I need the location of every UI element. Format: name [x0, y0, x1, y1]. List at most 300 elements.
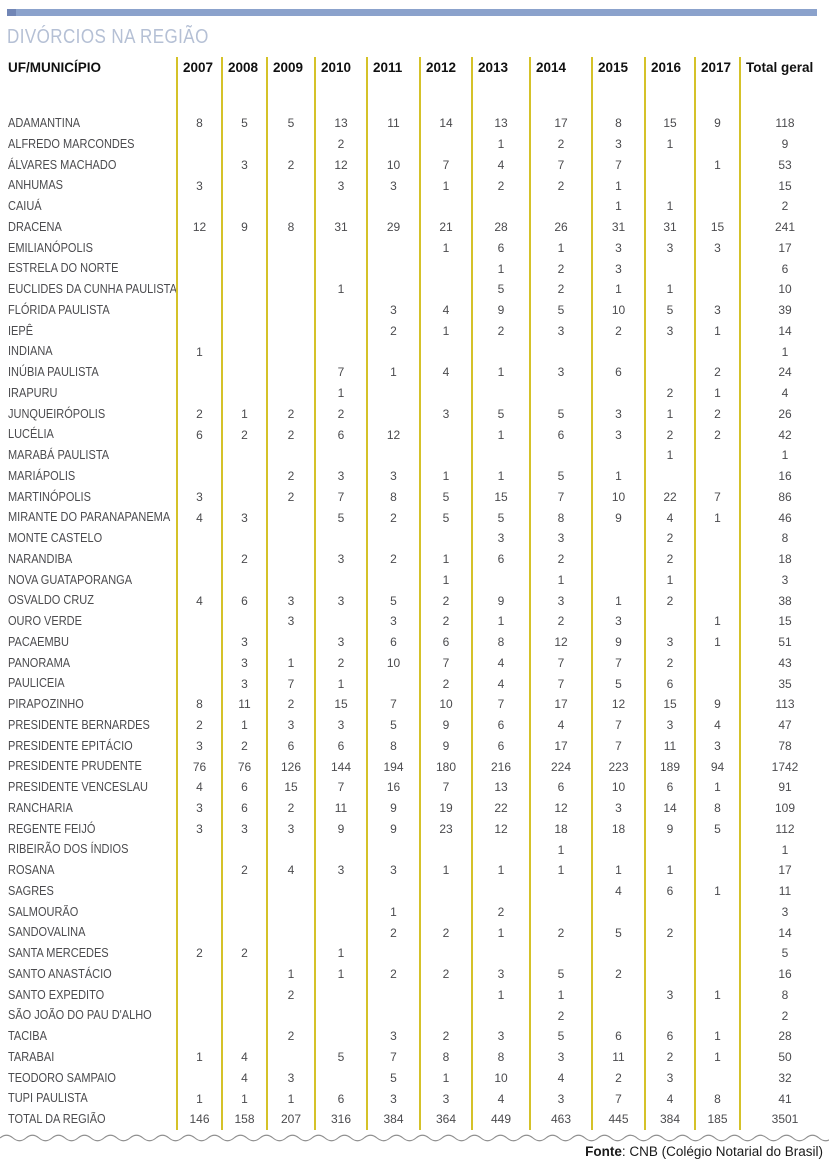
year-value-cell: 19	[420, 798, 472, 819]
year-value-cell: 1	[695, 383, 740, 404]
year-value-cell: 2	[645, 549, 695, 570]
year-value-cell	[530, 196, 592, 217]
year-value-cell: 10	[367, 653, 420, 674]
year-value-cell: 2	[645, 653, 695, 674]
year-value-cell	[315, 1026, 367, 1047]
year-value-cell	[695, 902, 740, 923]
year-value-cell: 2	[177, 404, 222, 425]
year-value-cell	[315, 238, 367, 259]
table-row	[8, 528, 829, 549]
year-value-cell	[420, 383, 472, 404]
table-row	[8, 196, 829, 217]
year-value-cell: 11	[315, 798, 367, 819]
total-value-cell: 3	[740, 570, 829, 591]
year-value-cell	[177, 922, 222, 943]
year-value-cell	[695, 1068, 740, 1089]
municipality-name: TACIBA	[8, 1029, 47, 1044]
year-value-cell	[267, 300, 315, 321]
year-value-cell: 4	[472, 1088, 530, 1109]
year-value-cell	[472, 341, 530, 362]
year-value-cell: 12	[367, 424, 420, 445]
year-value-cell: 1	[472, 424, 530, 445]
year-value-cell: 1	[472, 985, 530, 1006]
year-value-cell: 2	[472, 321, 530, 342]
year-value-cell: 4	[472, 155, 530, 176]
total-value-cell: 15	[740, 611, 829, 632]
year-value-cell	[222, 238, 267, 259]
year-value-cell: 3	[645, 715, 695, 736]
year-value-cell	[267, 902, 315, 923]
year-value-cell	[222, 570, 267, 591]
year-value-cell: 1	[315, 279, 367, 300]
year-value-cell: 26	[530, 217, 592, 238]
table-row	[8, 466, 829, 487]
year-value-cell: 76	[177, 756, 222, 777]
year-value-cell: 2	[222, 860, 267, 881]
year-value-cell: 6	[315, 1088, 367, 1109]
year-value-cell	[267, 570, 315, 591]
year-column-header: 2014	[530, 57, 592, 113]
year-value-cell	[222, 258, 267, 279]
year-value-cell: 2	[367, 922, 420, 943]
year-value-cell	[695, 570, 740, 591]
year-value-cell	[177, 839, 222, 860]
total-value-cell: 2	[740, 196, 829, 217]
total-value-cell: 11	[740, 881, 829, 902]
table-row	[8, 590, 829, 611]
year-value-cell: 1	[222, 715, 267, 736]
year-value-cell	[177, 134, 222, 155]
year-value-cell: 9	[420, 715, 472, 736]
year-value-cell: 1	[530, 570, 592, 591]
year-value-cell: 3	[267, 590, 315, 611]
year-value-cell	[472, 445, 530, 466]
year-value-cell: 2	[267, 404, 315, 425]
year-value-cell	[530, 902, 592, 923]
year-value-cell	[222, 196, 267, 217]
year-value-cell: 3	[420, 404, 472, 425]
year-value-cell	[177, 1026, 222, 1047]
year-value-cell: 1	[472, 922, 530, 943]
table-row	[8, 964, 829, 985]
year-value-cell	[315, 196, 367, 217]
total-value-cell: 32	[740, 1068, 829, 1089]
total-value-cell: 47	[740, 715, 829, 736]
year-value-cell: 1	[592, 590, 645, 611]
municipality-name: INÚBIA PAULISTA	[8, 365, 99, 380]
year-value-cell: 384	[367, 1109, 420, 1130]
municipality-name: PIRAPOZINHO	[8, 697, 84, 712]
table-row	[8, 756, 829, 777]
year-value-cell	[367, 258, 420, 279]
year-value-cell: 17	[530, 736, 592, 757]
year-value-cell: 1	[315, 673, 367, 694]
year-value-cell: 31	[645, 217, 695, 238]
year-value-cell: 5	[315, 1047, 367, 1068]
table-row	[8, 507, 829, 528]
year-value-cell	[367, 238, 420, 259]
year-value-cell: 4	[530, 1068, 592, 1089]
year-value-cell: 3	[177, 819, 222, 840]
source-footer	[585, 1144, 823, 1159]
year-value-cell: 2	[530, 549, 592, 570]
year-value-cell: 3	[222, 155, 267, 176]
year-value-cell	[367, 985, 420, 1006]
year-value-cell: 4	[695, 715, 740, 736]
year-value-cell: 3	[530, 1088, 592, 1109]
year-value-cell: 4	[222, 1068, 267, 1089]
total-value-cell: 39	[740, 300, 829, 321]
year-value-cell	[177, 611, 222, 632]
year-value-cell: 2	[367, 321, 420, 342]
year-value-cell: 23	[420, 819, 472, 840]
year-value-cell	[177, 445, 222, 466]
year-value-cell	[472, 570, 530, 591]
year-value-cell: 6	[177, 424, 222, 445]
year-value-cell: 6	[267, 736, 315, 757]
year-value-cell: 21	[420, 217, 472, 238]
year-value-cell	[315, 902, 367, 923]
year-value-cell	[267, 632, 315, 653]
year-value-cell: 1	[695, 321, 740, 342]
municipality-name: MARTINÓPOLIS	[8, 489, 91, 504]
year-value-cell: 1	[530, 839, 592, 860]
municipality-name: TARABAI	[8, 1049, 55, 1064]
year-value-cell: 1	[695, 155, 740, 176]
municipality-name: SANTA MERCEDES	[8, 946, 109, 961]
total-value-cell: 9	[740, 134, 829, 155]
year-value-cell: 146	[177, 1109, 222, 1130]
municipality-name: INDIANA	[8, 344, 53, 359]
total-value-cell: 1	[740, 445, 829, 466]
year-value-cell: 5	[472, 507, 530, 528]
year-value-cell: 3	[315, 466, 367, 487]
table-row	[8, 673, 829, 694]
municipality-name: PRESIDENTE PRUDENTE	[8, 759, 142, 774]
year-value-cell	[645, 964, 695, 985]
year-column-header: 2007	[177, 57, 222, 113]
year-value-cell	[530, 445, 592, 466]
year-value-cell: 3	[592, 404, 645, 425]
year-value-cell: 3	[530, 321, 592, 342]
year-value-cell: 15	[695, 217, 740, 238]
year-value-cell: 384	[645, 1109, 695, 1130]
year-value-cell: 126	[267, 756, 315, 777]
year-value-cell: 9	[315, 819, 367, 840]
total-value-cell: 113	[740, 694, 829, 715]
year-value-cell	[472, 881, 530, 902]
total-value-cell: 26	[740, 404, 829, 425]
year-value-cell: 3	[267, 1068, 315, 1089]
year-value-cell	[645, 611, 695, 632]
year-value-cell: 17	[530, 694, 592, 715]
table-row	[8, 155, 829, 176]
year-value-cell: 8	[177, 113, 222, 134]
year-value-cell	[222, 1005, 267, 1026]
year-value-cell: 12	[530, 632, 592, 653]
year-value-cell: 2	[367, 507, 420, 528]
year-value-cell	[267, 839, 315, 860]
table-row	[8, 300, 829, 321]
year-value-cell	[177, 258, 222, 279]
year-value-cell: 2	[177, 715, 222, 736]
year-value-cell: 1	[695, 881, 740, 902]
year-value-cell: 5	[420, 507, 472, 528]
year-column-header: 2016	[645, 57, 695, 113]
year-value-cell: 3	[177, 736, 222, 757]
year-value-cell	[267, 341, 315, 362]
year-value-cell: 2	[530, 258, 592, 279]
year-value-cell: 4	[472, 653, 530, 674]
year-value-cell: 7	[592, 155, 645, 176]
year-value-cell: 2	[420, 611, 472, 632]
year-value-cell	[267, 1005, 315, 1026]
year-value-cell	[222, 279, 267, 300]
year-value-cell: 5	[367, 590, 420, 611]
year-value-cell	[222, 1026, 267, 1047]
year-value-cell	[367, 528, 420, 549]
year-value-cell: 3	[222, 673, 267, 694]
municipality-name: RANCHARIA	[8, 800, 73, 815]
year-value-cell: 5	[367, 1068, 420, 1089]
year-value-cell: 1	[695, 1047, 740, 1068]
year-value-cell: 3	[645, 1068, 695, 1089]
year-value-cell: 9	[472, 300, 530, 321]
year-value-cell: 189	[645, 756, 695, 777]
year-value-cell: 7	[315, 362, 367, 383]
year-value-cell: 1	[315, 943, 367, 964]
municipality-name: ALFREDO MARCONDES	[8, 136, 135, 151]
year-value-cell: 1	[420, 175, 472, 196]
year-value-cell	[222, 321, 267, 342]
year-value-cell: 1	[177, 341, 222, 362]
year-value-cell: 3	[592, 134, 645, 155]
year-value-cell: 31	[315, 217, 367, 238]
total-value-cell: 24	[740, 362, 829, 383]
year-value-cell: 2	[267, 694, 315, 715]
year-value-cell	[222, 300, 267, 321]
year-value-cell: 11	[592, 1047, 645, 1068]
year-value-cell: 3	[530, 362, 592, 383]
year-value-cell: 18	[530, 819, 592, 840]
year-value-cell: 9	[592, 632, 645, 653]
municipality-name: NARANDIBA	[8, 551, 73, 566]
year-value-cell: 6	[472, 549, 530, 570]
year-value-cell: 8	[267, 217, 315, 238]
year-value-cell: 15	[645, 694, 695, 715]
table-row	[8, 134, 829, 155]
year-value-cell: 1	[177, 1088, 222, 1109]
year-value-cell: 2	[177, 943, 222, 964]
municipality-name: EMILIANÓPOLIS	[8, 240, 93, 255]
year-value-cell: 223	[592, 756, 645, 777]
year-value-cell: 9	[222, 217, 267, 238]
year-value-cell	[315, 258, 367, 279]
year-value-cell: 2	[645, 528, 695, 549]
year-value-cell: 3	[592, 424, 645, 445]
municipality-name: CAIUÁ	[8, 199, 42, 214]
year-value-cell: 22	[645, 487, 695, 508]
year-value-cell: 3	[367, 1026, 420, 1047]
total-value-cell: 1	[740, 341, 829, 362]
year-value-cell	[472, 839, 530, 860]
year-value-cell: 3	[367, 611, 420, 632]
year-value-cell: 7	[315, 777, 367, 798]
year-value-cell	[420, 528, 472, 549]
municipality-name: EUCLIDES DA CUNHA PAULISTA	[8, 282, 177, 297]
year-value-cell	[177, 1068, 222, 1089]
year-value-cell: 13	[472, 777, 530, 798]
year-value-cell: 76	[222, 756, 267, 777]
year-value-cell: 28	[472, 217, 530, 238]
year-value-cell	[530, 383, 592, 404]
year-value-cell: 1	[472, 466, 530, 487]
year-value-cell: 3	[267, 611, 315, 632]
year-value-cell: 316	[315, 1109, 367, 1130]
year-value-cell	[695, 258, 740, 279]
table-row	[8, 715, 829, 736]
year-value-cell: 6	[315, 736, 367, 757]
top-bar	[7, 9, 817, 16]
municipality-name: SALMOURÃO	[8, 904, 79, 919]
year-value-cell	[367, 839, 420, 860]
total-value-cell: 112	[740, 819, 829, 840]
total-value-cell: 14	[740, 321, 829, 342]
year-value-cell: 4	[530, 715, 592, 736]
table-row	[8, 860, 829, 881]
year-value-cell: 1	[530, 238, 592, 259]
year-value-cell	[695, 839, 740, 860]
year-value-cell	[315, 570, 367, 591]
year-value-cell: 8	[367, 736, 420, 757]
year-value-cell	[367, 134, 420, 155]
year-value-cell	[592, 943, 645, 964]
year-value-cell: 1	[695, 777, 740, 798]
year-value-cell: 2	[645, 922, 695, 943]
year-value-cell	[177, 881, 222, 902]
year-value-cell	[267, 549, 315, 570]
year-value-cell	[222, 922, 267, 943]
year-value-cell: 4	[177, 590, 222, 611]
year-value-cell	[177, 570, 222, 591]
year-value-cell: 6	[222, 798, 267, 819]
year-value-cell	[695, 445, 740, 466]
table-row	[8, 258, 829, 279]
year-value-cell: 2	[645, 424, 695, 445]
year-value-cell: 2	[592, 1068, 645, 1089]
year-column-header: 2017	[695, 57, 740, 113]
total-value-cell: 1	[740, 839, 829, 860]
year-value-cell: 5	[592, 922, 645, 943]
year-value-cell	[645, 839, 695, 860]
year-value-cell	[315, 528, 367, 549]
source-text: : CNB (Colégio Notarial do Brasil)	[621, 1144, 823, 1159]
year-value-cell: 6	[592, 1026, 645, 1047]
year-value-cell	[592, 528, 645, 549]
year-value-cell	[420, 134, 472, 155]
year-value-cell: 11	[367, 113, 420, 134]
year-value-cell: 15	[315, 694, 367, 715]
municipality-name: TOTAL DA REGIÃO	[8, 1112, 106, 1127]
year-value-cell	[222, 611, 267, 632]
year-value-cell: 4	[645, 507, 695, 528]
municipality-name: FLÓRIDA PAULISTA	[8, 302, 110, 317]
table-row	[8, 736, 829, 757]
year-value-cell	[592, 341, 645, 362]
table-row	[8, 922, 829, 943]
year-value-cell	[222, 362, 267, 383]
table-row	[8, 1047, 829, 1068]
year-value-cell	[315, 611, 367, 632]
year-value-cell: 7	[695, 487, 740, 508]
year-value-cell: 5	[530, 1026, 592, 1047]
year-value-cell: 3	[367, 1088, 420, 1109]
year-value-cell: 5	[530, 404, 592, 425]
year-value-cell	[695, 549, 740, 570]
year-value-cell: 4	[592, 881, 645, 902]
year-value-cell: 1	[367, 902, 420, 923]
year-value-cell	[592, 902, 645, 923]
total-value-cell: 51	[740, 632, 829, 653]
total-value-cell: 41	[740, 1088, 829, 1109]
year-value-cell: 1	[645, 134, 695, 155]
year-value-cell: 5	[267, 113, 315, 134]
year-value-cell	[367, 341, 420, 362]
year-value-cell	[695, 590, 740, 611]
year-value-cell: 2	[267, 466, 315, 487]
year-value-cell: 1	[420, 321, 472, 342]
year-value-cell	[267, 507, 315, 528]
year-value-cell	[645, 943, 695, 964]
table-row	[8, 1109, 829, 1130]
year-value-cell: 3	[530, 590, 592, 611]
total-value-cell: 78	[740, 736, 829, 757]
year-value-cell: 2	[267, 1026, 315, 1047]
year-value-cell: 12	[472, 819, 530, 840]
table-row	[8, 570, 829, 591]
year-value-cell: 6	[645, 881, 695, 902]
year-value-cell: 2	[530, 922, 592, 943]
municipality-name: MONTE CASTELO	[8, 531, 103, 546]
year-value-cell	[367, 279, 420, 300]
year-value-cell: 1	[420, 570, 472, 591]
year-value-cell	[367, 943, 420, 964]
year-value-cell: 194	[367, 756, 420, 777]
total-value-cell: 38	[740, 590, 829, 611]
table-row	[8, 694, 829, 715]
year-value-cell	[267, 134, 315, 155]
year-value-cell	[420, 279, 472, 300]
year-value-cell	[367, 383, 420, 404]
year-value-cell: 9	[695, 113, 740, 134]
year-value-cell: 3	[222, 632, 267, 653]
year-value-cell: 3	[367, 300, 420, 321]
year-value-cell	[315, 985, 367, 1006]
year-value-cell: 3	[177, 487, 222, 508]
year-value-cell	[420, 985, 472, 1006]
year-value-cell	[645, 902, 695, 923]
year-value-cell: 1	[645, 279, 695, 300]
municipality-name: JUNQUEIRÓPOLIS	[8, 406, 106, 421]
year-value-cell: 8	[177, 694, 222, 715]
year-column-header: 2012	[420, 57, 472, 113]
year-value-cell	[222, 341, 267, 362]
municipality-name: RIBEIRÃO DOS ÍNDIOS	[8, 842, 129, 857]
year-value-cell: 6	[530, 424, 592, 445]
year-value-cell: 2	[420, 922, 472, 943]
year-value-cell	[315, 321, 367, 342]
total-value-cell: 53	[740, 155, 829, 176]
